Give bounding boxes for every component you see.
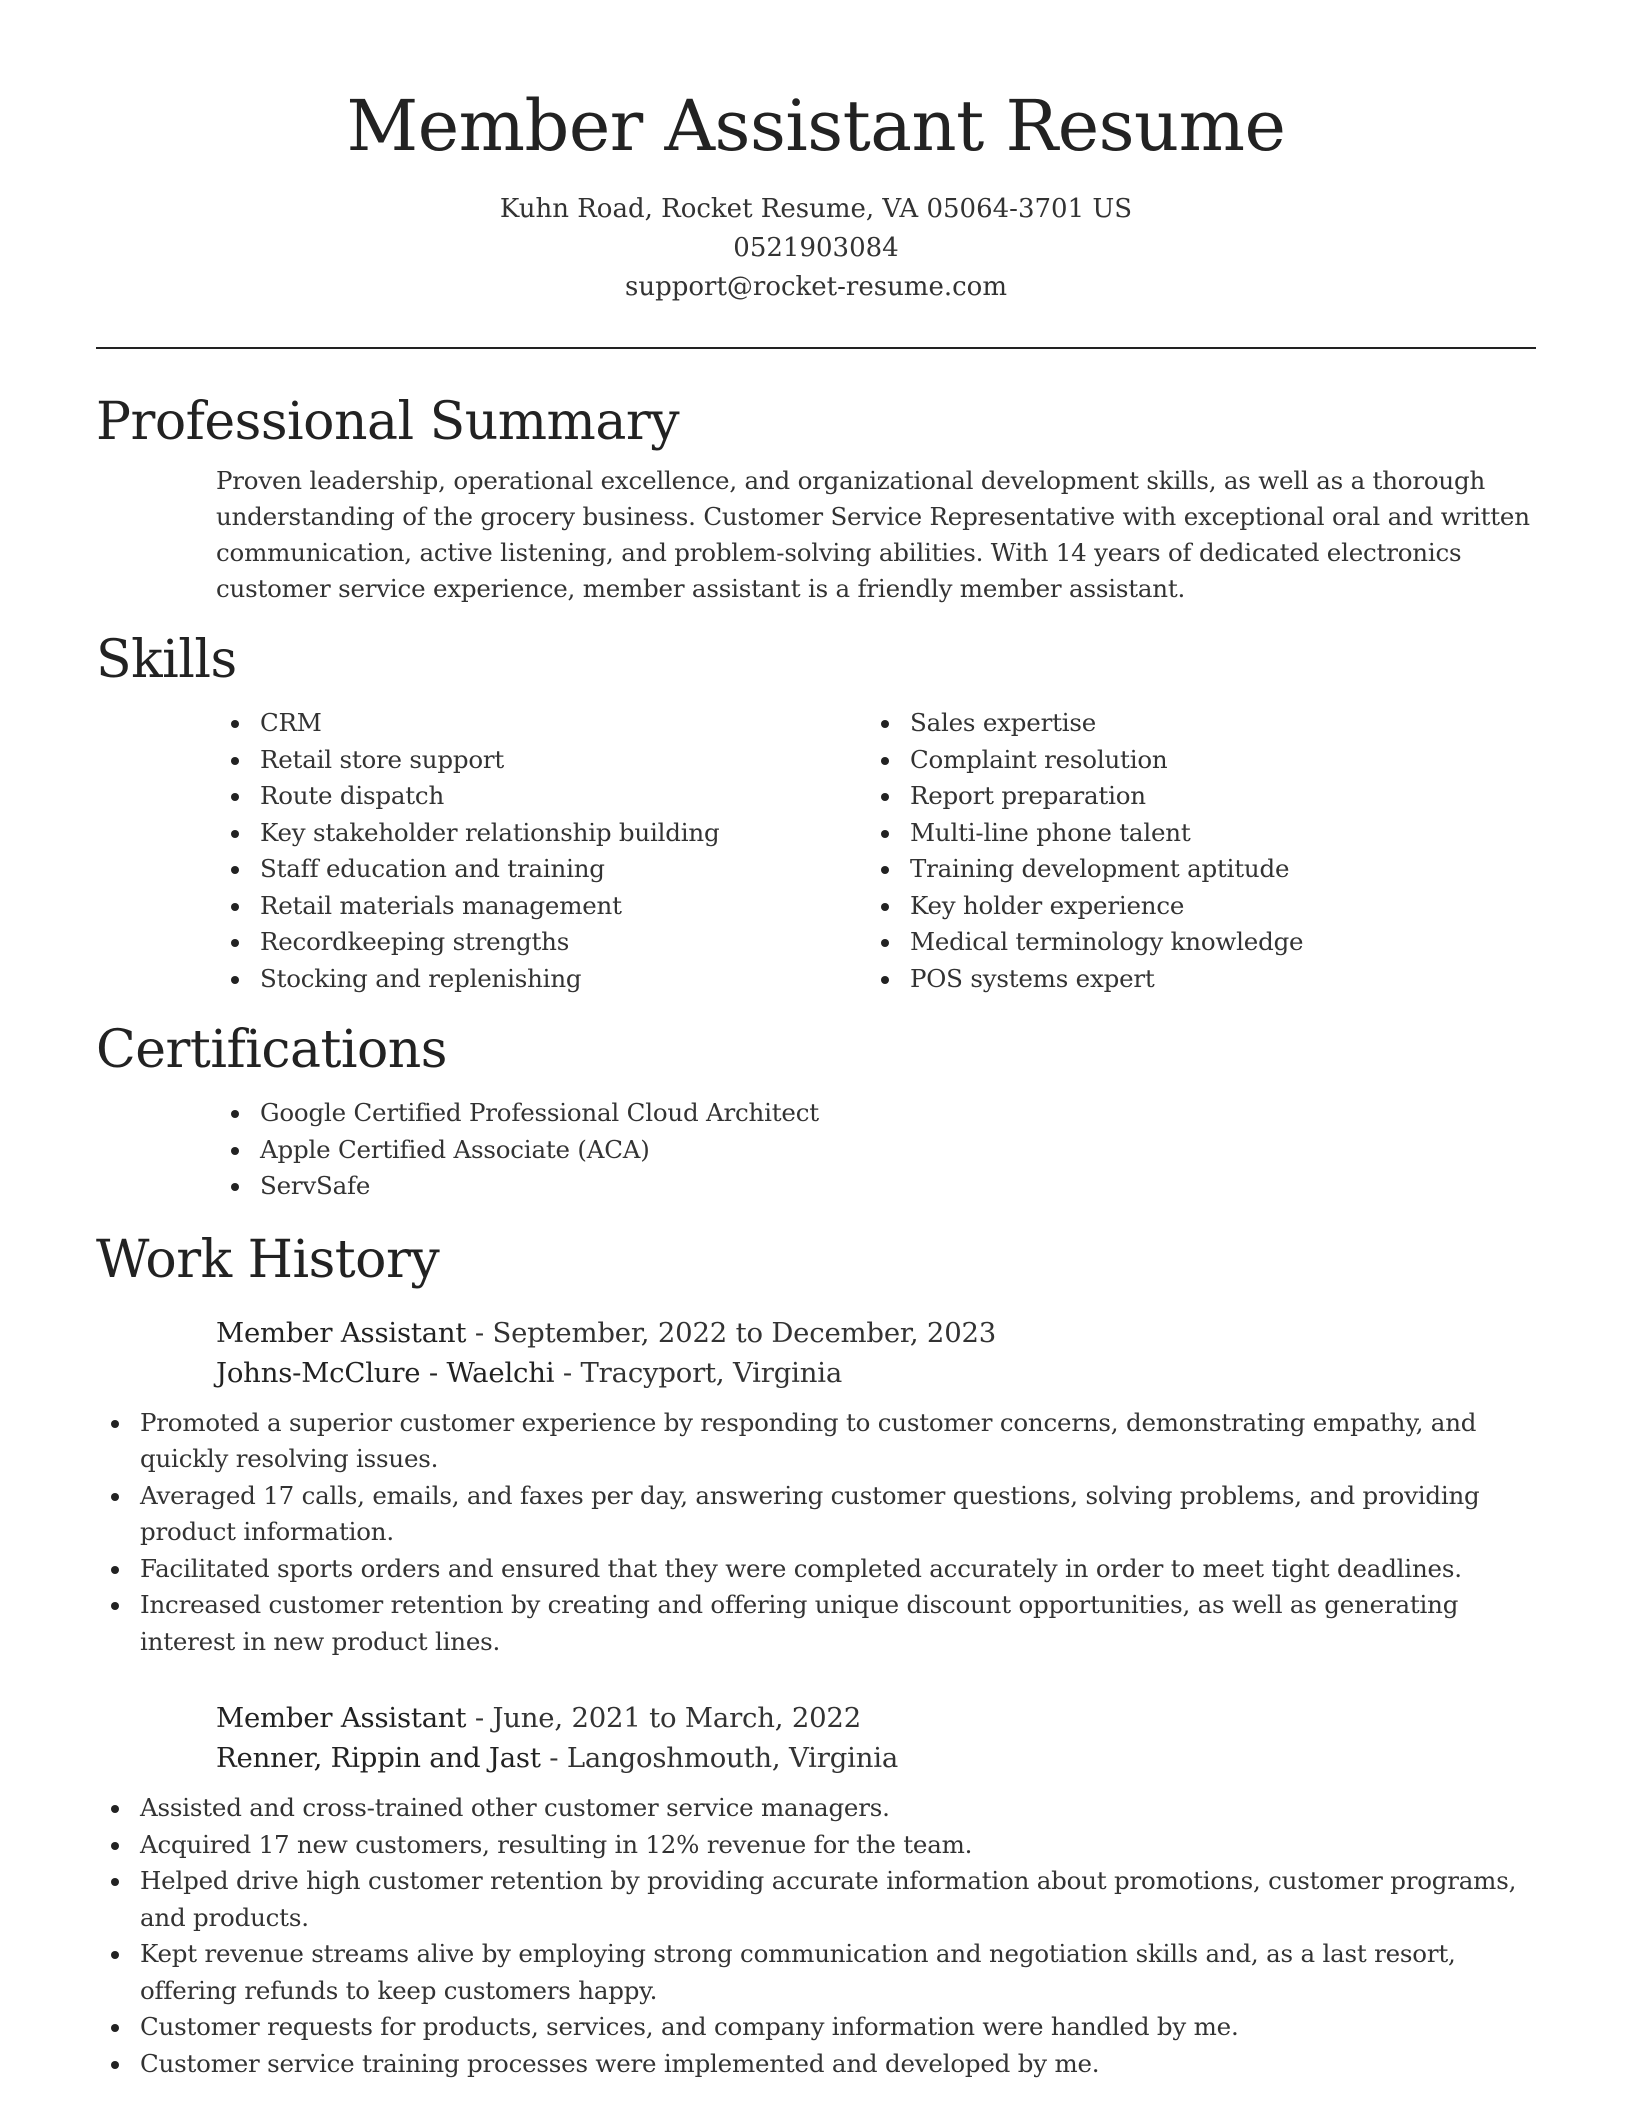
skill-item: Sales expertise: [866, 705, 1516, 742]
job-dates: - June, 2021 to March, 2022: [466, 1702, 862, 1734]
resume-header: [96, 0, 1536, 307]
job-title-line: [216, 1313, 1536, 1353]
skill-item: Report preparation: [866, 778, 1516, 815]
job-title-line: [216, 1698, 1536, 1738]
job-bullets: [96, 1405, 1536, 1661]
skill-item: Recordkeeping strengths: [216, 924, 866, 961]
job-entry: [216, 1313, 1536, 1393]
skill-item: Key holder experience: [866, 888, 1516, 925]
job-role: Member Assistant: [216, 1702, 467, 1734]
skills-heading: Skills: [96, 630, 237, 690]
certification-item: Apple Certified Associate (ACA): [216, 1132, 1536, 1169]
contact-email: support@rocket-resume.com: [624, 272, 1007, 302]
skill-item: POS systems expert: [866, 961, 1516, 998]
contact-address: Kuhn Road, Rocket Resume, VA 05064-3701 US: [499, 194, 1133, 224]
job-bullets: [96, 1790, 1536, 2082]
skills-columns: [216, 705, 1536, 997]
job-company: Johns-McClure - Waelchi: [216, 1356, 555, 1389]
job-role: Member Assistant: [216, 1316, 467, 1349]
job-company-line: [216, 1738, 1536, 1778]
skill-item: Route dispatch: [216, 778, 866, 815]
skill-item: CRM: [216, 705, 866, 742]
job-bullet: Customer requests for products, services, and company information were handled by me.: [96, 2009, 1536, 2046]
work-history-heading: Work History: [96, 1229, 440, 1290]
job-bullet: Kept revenue streams alive by employing strong communication and negotiation skills and, as a last resort, offering refunds to keep customers happy.: [96, 1936, 1536, 2009]
job-company-line: [216, 1353, 1536, 1393]
skill-item: Complaint resolution: [866, 742, 1516, 779]
certification-item: Google Certified Professional Cloud Architect: [216, 1095, 1536, 1132]
certifications-list: [216, 1095, 1536, 1205]
skill-item: Retail materials management: [216, 888, 866, 925]
header-divider: [96, 347, 1536, 349]
job-company: Renner, Rippin and Jast: [216, 1742, 541, 1774]
job-bullet: Averaged 17 calls, emails, and faxes per day, answering customer questions, solving problems, and providing product information.: [96, 1478, 1536, 1551]
certifications-heading: Certifications: [96, 1020, 447, 1080]
skill-item: Multi-line phone talent: [866, 815, 1516, 852]
job-bullet: Promoted a superior customer experience by responding to customer concerns, demonstrating empathy, and quickly resolving issues.: [96, 1405, 1536, 1478]
certification-item: ServSafe: [216, 1168, 1536, 1205]
contact-phone: 0521903084: [733, 233, 899, 263]
summary-heading: Professional Summary: [96, 392, 680, 452]
skill-item: Training development aptitude: [866, 851, 1516, 888]
skill-item: Retail store support: [216, 742, 866, 779]
certifications-section: [96, 1019, 1536, 1205]
job-bullet: Customer service training processes were implemented and developed by me.: [96, 2046, 1536, 2083]
work-history-section: [96, 1229, 1536, 2083]
contact-block: [96, 190, 1536, 307]
job-location: - Langoshmouth, Virginia: [540, 1742, 899, 1774]
skills-list-right: [866, 705, 1516, 997]
skill-item: Medical terminology knowledge: [866, 924, 1516, 961]
job-bullet: Facilitated sports orders and ensured that they were completed accurately in order to meet tight deadlines.: [96, 1551, 1536, 1588]
job-bullet: Acquired 17 new customers, resulting in 12% revenue for the team.: [96, 1827, 1536, 1864]
summary-section: [96, 391, 1536, 607]
job-entry: [216, 1698, 1536, 1778]
skills-section: [96, 629, 1536, 997]
job-bullet: Assisted and cross-trained other customer service managers.: [96, 1790, 1536, 1827]
skills-list-left: [216, 705, 866, 997]
job-bullet: Helped drive high customer retention by providing accurate information about promotions, customer programs, and products.: [96, 1863, 1536, 1936]
skill-item: Key stakeholder relationship building: [216, 815, 866, 852]
summary-text: Proven leadership, operational excellence, and organizational development skills, as well as a thorough understanding of the grocery business. Customer Service Representative with exceptional oral and written communication, active listening, and problem-solving abilities. With 14 years of dedicated electronics customer service experience, member assistant is a friendly member assistant.: [216, 466, 1530, 603]
resume-title: Member Assistant Resume: [346, 85, 1286, 167]
skill-item: Stocking and replenishing: [216, 961, 866, 998]
job-bullet: Increased customer retention by creating and offering unique discount opportunities, as well as generating interest in new product lines.: [96, 1587, 1536, 1660]
job-dates: - September, 2022 to December, 2023: [466, 1316, 997, 1349]
skill-item: Staff education and training: [216, 851, 866, 888]
job-location: - Tracyport, Virginia: [554, 1356, 843, 1389]
